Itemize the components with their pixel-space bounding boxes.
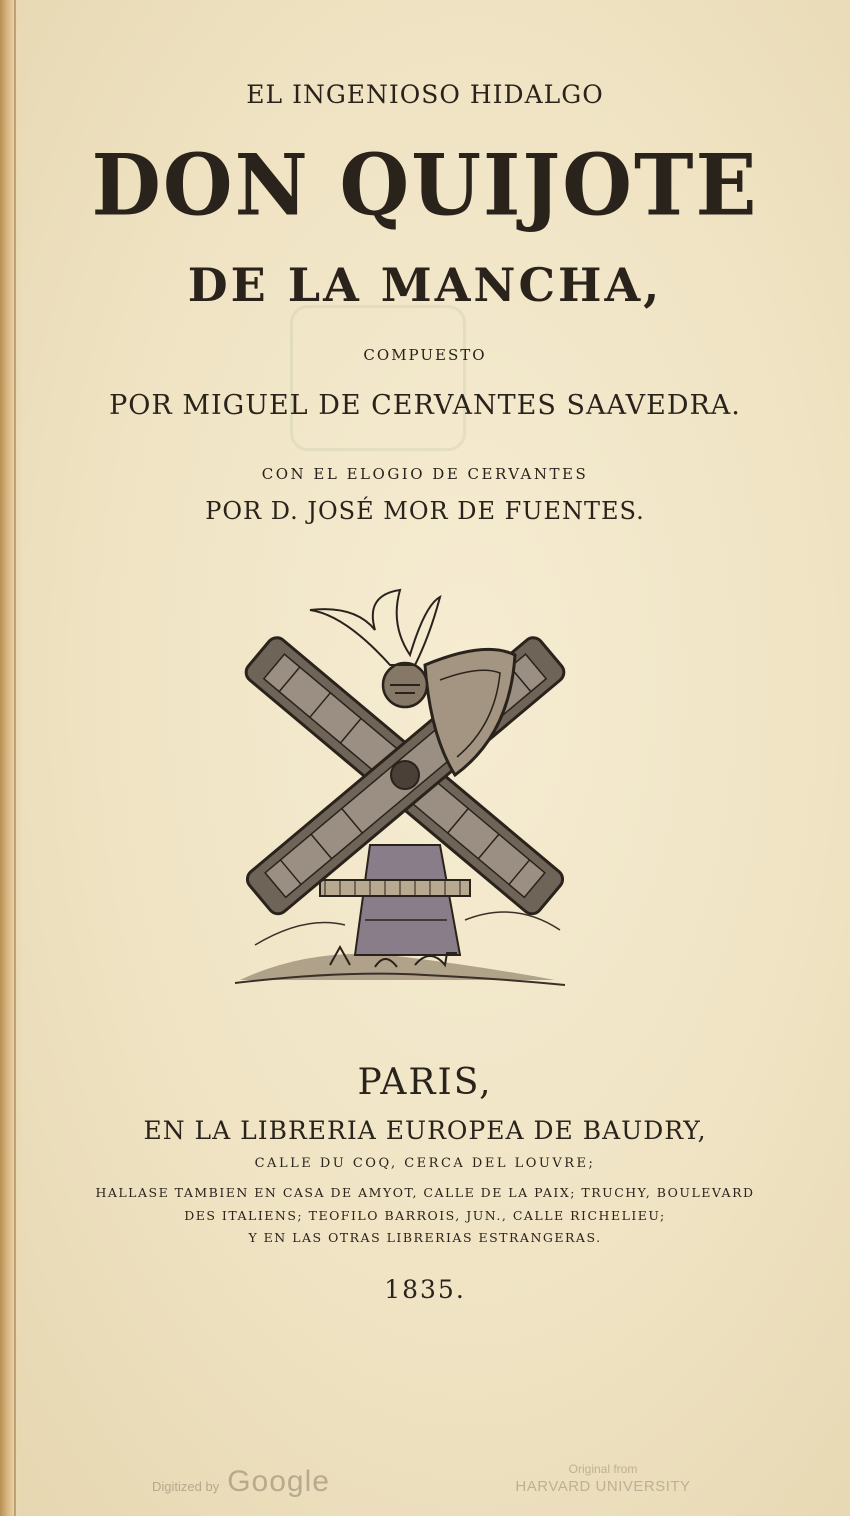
publication-city: PARIS, bbox=[357, 1062, 493, 1103]
library-stamp-ghost bbox=[290, 305, 466, 451]
author-line: POR MIGUEL DE CERVANTES SAAVEDRA. bbox=[109, 390, 741, 421]
publisher-address: CALLE DU COQ, CERCA DEL LOUVRE; bbox=[254, 1156, 596, 1171]
also-available-line-3: Y EN LAS OTRAS LIBRERIAS ESTRANGERAS. bbox=[248, 1230, 602, 1245]
original-from-label: Original from bbox=[568, 1462, 638, 1476]
elogio-line: CON EL ELOGIO DE CERVANTES bbox=[261, 465, 589, 483]
digitized-by-watermark bbox=[152, 1465, 330, 1499]
institution-label: HARVARD UNIVERSITY bbox=[515, 1478, 691, 1495]
subtitle-de-la-mancha: DE LA MANCHA, bbox=[187, 258, 663, 312]
elogio-author-line: POR D. JOSÉ MOR DE FUENTES. bbox=[205, 497, 645, 525]
also-available-line-2: DES ITALIENS; TEOFILO BARROIS, JUN., CALLE RICHELIEU; bbox=[184, 1208, 666, 1223]
main-title: DON QUIJOTE bbox=[91, 135, 759, 235]
original-from-watermark bbox=[508, 1462, 698, 1495]
subtitle-ingenioso-hidalgo: EL INGENIOSO HIDALGO bbox=[246, 80, 604, 109]
windmill-engraving-icon bbox=[225, 585, 585, 995]
google-logo: Google bbox=[227, 1465, 330, 1498]
publication-year: 1835. bbox=[384, 1275, 466, 1304]
compuesto-label: COMPUESTO bbox=[363, 346, 487, 364]
publisher-line: EN LA LIBRERIA EUROPEA DE BAUDRY, bbox=[143, 1116, 707, 1145]
also-available-line-1: HALLASE TAMBIEN EN CASA DE AMYOT, CALLE DE LA PAIX; TRUCHY, BOULEVARD bbox=[95, 1185, 755, 1200]
digitized-by-label: Digitized by bbox=[152, 1479, 220, 1494]
